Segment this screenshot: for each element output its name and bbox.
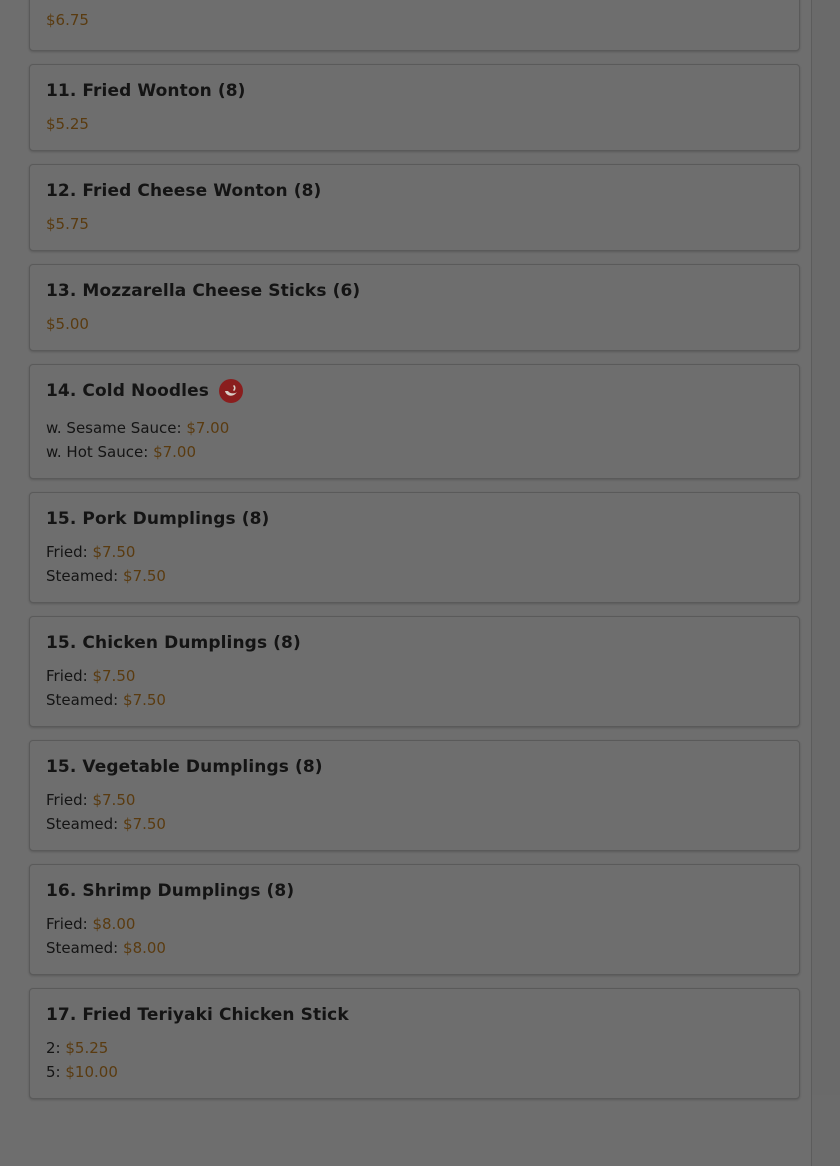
option-price: $7.50 [123, 691, 166, 709]
item-title: 12. Fried Cheese Wonton (8) [46, 181, 322, 201]
option-price: $7.50 [92, 791, 136, 809]
price-option [46, 416, 783, 440]
item-title: 14. Cold Noodles [46, 381, 209, 401]
page-margin [812, 0, 840, 1095]
menu-item-card[interactable] [29, 0, 800, 51]
option-label: Steamed: [46, 567, 119, 585]
menu-item-card[interactable] [29, 364, 800, 479]
price-option [46, 912, 783, 936]
option-price: $7.50 [123, 815, 166, 833]
menu-item-card[interactable] [29, 616, 800, 727]
menu-item-card[interactable] [29, 988, 800, 1099]
option-price: $8.00 [123, 939, 166, 957]
price-option [46, 936, 783, 960]
option-price: $7.00 [153, 443, 197, 461]
option-price: $10.00 [65, 1063, 118, 1081]
price-option [46, 1036, 783, 1060]
price-option [46, 540, 783, 564]
item-price: $5.00 [46, 315, 89, 333]
option-price: $5.25 [65, 1039, 109, 1057]
price-option [46, 664, 783, 688]
option-label: Steamed: [46, 815, 119, 833]
option-label: Fried: [46, 543, 88, 561]
menu-item-card[interactable] [29, 264, 800, 351]
menu-item-card[interactable] [29, 64, 800, 151]
item-title: 11. Fried Wonton (8) [46, 81, 246, 101]
menu-item-card[interactable] [29, 864, 800, 975]
option-label: Fried: [46, 667, 88, 685]
option-label: Fried: [46, 791, 88, 809]
item-title: 16. Shrimp Dumplings (8) [46, 881, 295, 901]
option-label: Fried: [46, 915, 88, 933]
option-label: Steamed: [46, 691, 119, 709]
price-option [46, 564, 783, 588]
chili-pepper-icon [219, 379, 243, 403]
item-title: 17. Fried Teriyaki Chicken Stick [46, 1005, 349, 1025]
menu-item-card[interactable] [29, 492, 800, 603]
option-price: $8.00 [92, 915, 136, 933]
menu-item-card[interactable] [29, 740, 800, 851]
menu-item-card[interactable] [29, 164, 800, 251]
option-label: 2: [46, 1039, 61, 1057]
item-title: 15. Chicken Dumplings (8) [46, 633, 301, 653]
menu-item-list [29, 0, 800, 1112]
option-label: Steamed: [46, 939, 119, 957]
option-price: $7.50 [92, 543, 136, 561]
item-title: 15. Pork Dumplings (8) [46, 509, 270, 529]
item-title: 13. Mozzarella Cheese Sticks (6) [46, 281, 361, 301]
option-label: 5: [46, 1063, 61, 1081]
option-label: w. Hot Sauce: [46, 443, 149, 461]
option-label: w. Sesame Sauce: [46, 419, 182, 437]
item-title: 15. Vegetable Dumplings (8) [46, 757, 323, 777]
price-option [46, 788, 783, 812]
item-price: $5.25 [46, 115, 89, 133]
option-price: $7.50 [123, 567, 166, 585]
option-price: $7.50 [92, 667, 136, 685]
price-option [46, 440, 783, 464]
price-option [46, 688, 783, 712]
option-price: $7.00 [186, 419, 230, 437]
item-price: $6.75 [46, 11, 89, 29]
price-option [46, 812, 783, 836]
item-price: $5.75 [46, 215, 89, 233]
price-option [46, 1060, 783, 1084]
